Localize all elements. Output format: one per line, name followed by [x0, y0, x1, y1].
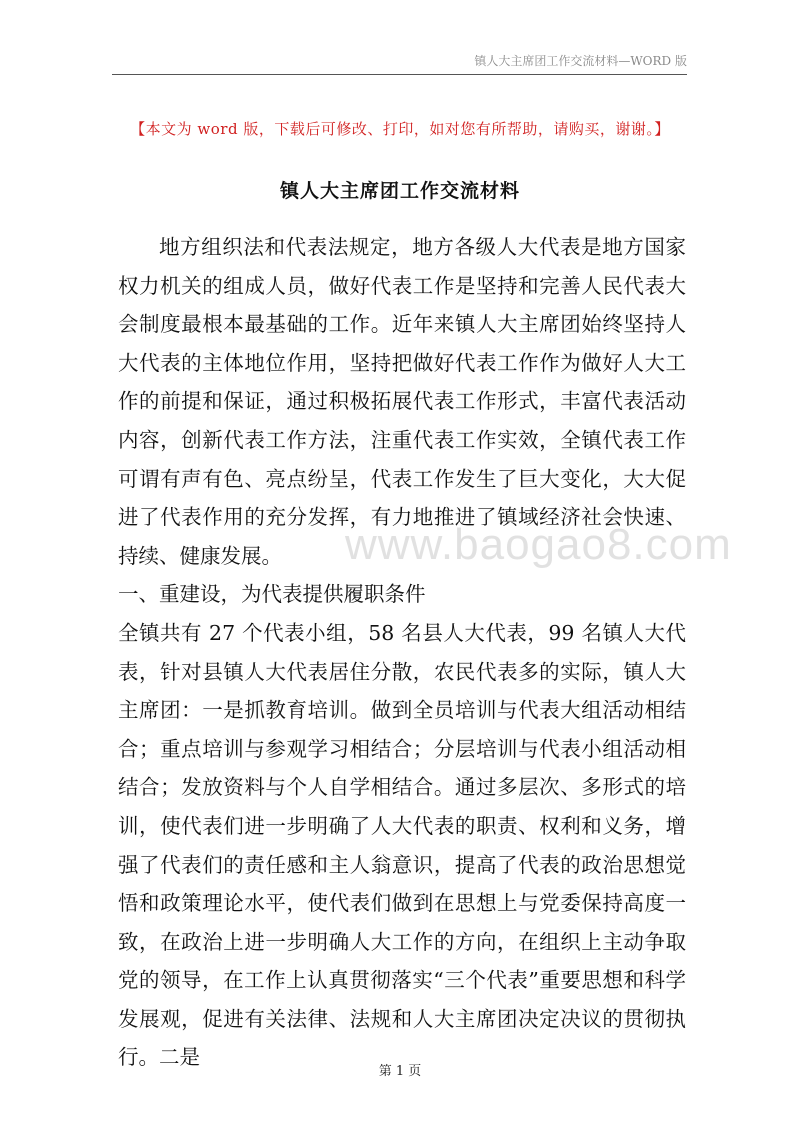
intro-paragraph: 地方组织法和代表法规定，地方各级人大代表是地方国家权力机关的组成人员，做好代表工作是坚持和完善人民代表大会制度最根本最基础的工作。近年来镇人大主席团始终坚持人大代表的主体地位作用，坚持把做好代表工作作为做好人大工作的前提和保证，通过积极拓展代表工作形式，丰富代表活动内容，创新代表工作方法，注重代表工作实效，全镇代表工作可谓有声有色、亮点纷呈，代表工作发生了巨大变化，大大促进了代表作用的充分发挥，有力地推进了镇域经济社会快速、持续、健康发展。	[118, 235, 686, 568]
watermark: www.baogao8.com	[345, 520, 732, 569]
page-number: 第 1 页	[378, 1064, 422, 1079]
running-header-title: 镇人大主席团工作交流材料—WORD 版	[474, 54, 687, 68]
running-header	[112, 52, 687, 75]
document-body	[118, 228, 686, 1077]
purchase-notice: 【本文为 word 版，下载后可修改、打印，如对您有所帮助，请购买，谢谢。】	[130, 120, 670, 138]
section-heading: 一、重建设，为代表提供履职条件	[118, 582, 426, 607]
section-paragraph: 全镇共有 27 个代表小组，58 名县人大代表，99 名镇人大代表，针对县镇人大代表居住分散，农民代表多的实际，镇人大主席团：一是抓教育培训。做到全员培训与代表大组活动相结合；重点培训与参观学习相结合；分层培训与代表小组活动相结合；发放资料与个人自学相结合。通过多层次、多形式的培训，使代表们进一步明确了人大代表的职责、权利和义务，增强了代表们的责任感和主人翁意识，提高了代表的政治思想觉悟和政策理论水平，使代表们做到在思想上与党委保持高度一致，在政治上进一步明确人大工作的方向，在组织上主动争取党的领导，在工作上认真贯彻落实“三个代表”重要思想和科学发展观，促进有关法律、法规和人大主席团决定决议的贯彻执行。二是	[118, 620, 686, 1070]
document-title: 镇人大主席团工作交流材料	[279, 180, 520, 202]
